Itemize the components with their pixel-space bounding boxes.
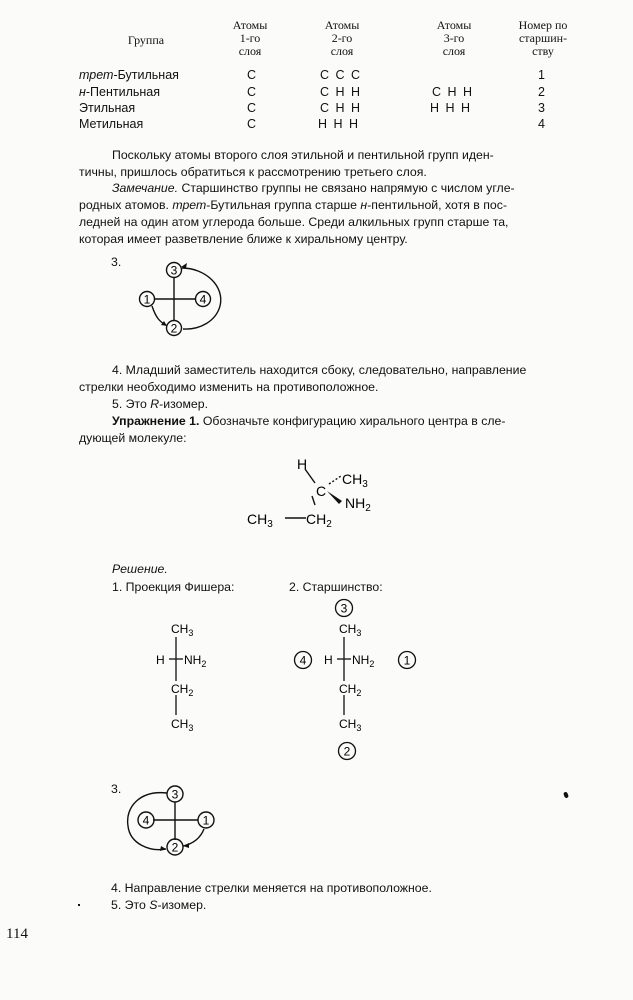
exercise-1: Упражнение 1. Обозначьте конфигурацию хирального центра в сле- дующей молекуле: [79, 414, 506, 445]
table-cell-atoms2: H H H [318, 117, 359, 131]
priority-4-icon: 4 [199, 292, 207, 307]
priority-3-icon: 3 [171, 787, 179, 802]
table-cell-atoms1: C [247, 68, 257, 82]
group-ch3-left: $CH_3$ [247, 511, 273, 530]
priority-2-icon: 2 [343, 744, 351, 759]
seniority-projection [285, 595, 435, 765]
solution-label: Решение. [112, 562, 168, 576]
table-cell-atoms1: C [247, 85, 257, 99]
step-3-label-2: 3. [111, 782, 122, 796]
page-number: 114 [6, 926, 28, 942]
seniority-nh2: $NH_2$ [352, 653, 375, 669]
fischer-nh2: $NH_2$ [184, 653, 207, 669]
table-cell-rank: 2 [538, 85, 545, 99]
fischer-title: 1. Проекция Фишера: [112, 580, 235, 594]
table-cell-atoms3: H H H [430, 101, 471, 115]
seniority-h: H [324, 653, 333, 667]
priority-3-icon: 3 [340, 601, 348, 616]
step-5: 5. Это R-изомер. [112, 397, 209, 411]
fischer-bottom-ch3: $CH_3$ [171, 717, 194, 733]
header-atoms1: Атомы 1-го слоя [232, 18, 268, 58]
paragraph-note: Замечание. Старшинство группы не связано напрямую с числом угле- родных атомов. трет-Бутильная группа старше н-пентильной, хотя в пос- ледней на один атом углерода больше. Среди алкильных групп старше та, которая имеет разветвление ближе к хиральному центру. [79, 181, 515, 246]
table-cell-atoms3: C H H [432, 85, 473, 99]
seniority-top-ch3: $CH_3$ [339, 622, 362, 638]
note-label: Замечание. [112, 181, 179, 195]
fischer-top-ch3: $CH_3$ [171, 622, 194, 638]
ink-dot [563, 791, 569, 798]
table-cell-atoms1: C [247, 101, 257, 115]
step-3-label: 3. [111, 255, 122, 269]
molecule-structure [240, 448, 390, 538]
table-row-name: Метильная [79, 117, 144, 131]
priority-3-icon: 3 [170, 263, 178, 278]
table-cell-atoms2: C H H [320, 101, 361, 115]
fischer-projection [150, 615, 240, 740]
table-row-name: Этильная [79, 101, 136, 115]
seniority-title: 2. Старшинство: [289, 580, 383, 594]
final-step-4: 4. Направление стрелки меняется на противоположное. [111, 881, 432, 895]
header-atoms2: Атомы 2-го слоя [324, 18, 360, 58]
paragraph-layers: Поскольку атомы второго слоя этильной и пентильной групп иден- тичны, пришлось обратиться к рассмотрению третьего слоя. [79, 148, 494, 179]
table-cell-atoms1: C [247, 117, 257, 131]
final-step-5: 5. Это S-изомер. [111, 898, 207, 912]
fischer-h: H [156, 653, 165, 667]
priority-4-icon: 4 [299, 653, 307, 668]
seniority-ch2: $CH_2$ [339, 682, 362, 698]
priority-1-icon: 1 [202, 813, 210, 828]
atom-h: H [297, 456, 308, 472]
group-ch3-top: $CH_3$ [342, 471, 368, 490]
header-group: Группа [127, 33, 165, 47]
table-cell-rank: 3 [538, 101, 545, 115]
header-seniority: Номер по старшин- ству [518, 18, 568, 58]
table-row-name: н-Пентильная [79, 85, 161, 99]
table-cell-rank: 1 [538, 68, 545, 82]
table-cell-rank: 4 [538, 117, 545, 131]
group-nh2: $NH_2$ [345, 495, 371, 514]
priority-2-icon: 2 [170, 321, 178, 336]
priority-1-icon: 1 [403, 653, 411, 668]
priority-4-icon: 4 [142, 813, 150, 828]
table-row-name: трет-Бутильная [79, 68, 179, 82]
rotation-diagram-2 [120, 782, 230, 862]
atom-c-chiral: C [316, 483, 327, 499]
step-4: 4. Младший заместитель находится сбоку, следовательно, направление стрелки необходимо изменить на противоположное. [79, 363, 527, 394]
priority-1-icon: 1 [143, 292, 151, 307]
priority-2-icon: 2 [171, 840, 179, 855]
table-cell-atoms2: C C C [320, 68, 361, 82]
group-ch2: $CH_2$ [306, 511, 332, 530]
table-cell-atoms2: C H H [320, 85, 361, 99]
rotation-diagram-1 [130, 256, 240, 346]
exercise-label: Упражнение 1. [112, 414, 200, 428]
fischer-ch2: $CH_2$ [171, 682, 194, 698]
seniority-bottom-ch3: $CH_3$ [339, 717, 362, 733]
header-atoms3: Атомы 3-го слоя [436, 18, 472, 58]
ink-dot [78, 904, 80, 906]
